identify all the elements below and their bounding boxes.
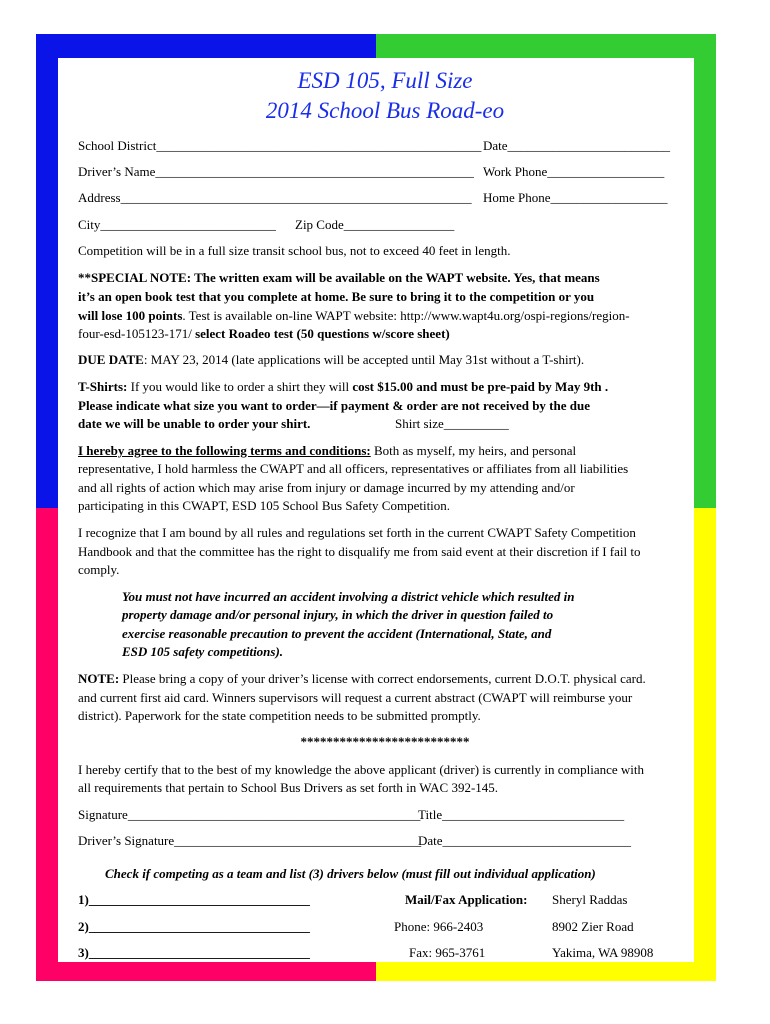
agreement-line-3: and all rights of action which may arise from injury or damage incurred by my attending and/or — [78, 480, 575, 495]
date-field[interactable]: Date_________________________ — [483, 138, 671, 153]
due-date-label: DUE DATE — [78, 352, 144, 367]
team-driver-3-field[interactable]: 3)__________________________________ — [78, 945, 310, 960]
shirt-size-field[interactable]: Shirt size__________ — [395, 416, 509, 431]
lose-points-text: will lose 100 points — [78, 308, 183, 323]
school-district-field[interactable]: School District__________________________________________________ — [78, 138, 482, 153]
tshirts-cost: cost $15.00 and must be pre-paid by May 9th . — [352, 379, 609, 394]
accident-line-3: exercise reasonable precaution to prevent the accident (International, State, and — [122, 626, 552, 641]
contact-phone: Phone: 966-2403 — [394, 919, 484, 934]
tshirts-line-1 — [78, 378, 608, 397]
team-driver-1-field[interactable]: 1)__________________________________ — [78, 892, 310, 907]
wapt-url-text: . Test is available on-line WAPT website: http://www.wapt4u.org/ospi-regions/region- — [182, 308, 630, 323]
contact-fax: Fax: 965-3761 — [409, 945, 486, 960]
special-note-line-3 — [78, 307, 630, 326]
signature-field[interactable]: Signature_____________________________________________ — [78, 807, 421, 822]
certify-line-2: all requirements that pertain to School Bus Drivers as set forth in WAC 392-145. — [78, 780, 499, 795]
home-phone-field[interactable]: Home Phone__________________ — [483, 190, 668, 205]
due-date-text: : MAY 23, 2014 (late applications will be accepted until May 31st without a T-shirt). — [143, 352, 585, 367]
title-field[interactable]: Title____________________________ — [418, 807, 625, 822]
contact-name: Sheryl Raddas — [552, 892, 628, 907]
accident-line-4: ESD 105 safety competitions). — [122, 644, 284, 659]
accident-line-2: property damage and/or personal injury, in which the driver in question failed to — [122, 607, 554, 622]
certify-line-1: I hereby certify that to the best of my knowledge the above applicant (driver) is currently in compliance with — [78, 762, 645, 777]
roadeo-test-text: select Roadeo test (50 questions w/score sheet) — [195, 326, 450, 341]
work-phone-field[interactable]: Work Phone__________________ — [483, 164, 665, 179]
address-field[interactable]: Address______________________________________________________ — [78, 190, 472, 205]
mail-fax-label: Mail/Fax Application: — [405, 892, 528, 907]
agreement-text: Both as myself, my heirs, and personal — [370, 443, 577, 458]
contact-city: Yakima, WA 98908 — [552, 945, 654, 960]
competition-text: Competition will be in a full size transit school bus, not to exceed 40 feet in length. — [78, 243, 511, 258]
date-field-2[interactable]: Date_____________________________ — [418, 833, 632, 848]
note-line-1 — [78, 670, 646, 689]
wapt-url-end: four-esd-105123-171/ — [78, 326, 196, 341]
drivers-signature-field[interactable]: Driver’s Signature______________________________________ — [78, 833, 422, 848]
note-text: Please bring a copy of your driver’s license with correct endorsements, current D.O.T. physical card. — [119, 671, 646, 686]
title-line-2: 2014 School Bus Road-eo — [265, 98, 505, 123]
special-note-line-2: it’s an open book test that you complete at home. Be sure to bring it to the competition or you — [78, 289, 595, 304]
tshirts-line-3: date we will be unable to order your shirt. — [78, 416, 311, 431]
stars-divider: ************************** — [300, 734, 470, 749]
agreement-heading: I hereby agree to the following terms and conditions: — [78, 443, 371, 458]
recognize-line-3: comply. — [78, 562, 120, 577]
zip-code-field[interactable]: Zip Code_________________ — [295, 217, 455, 232]
tshirts-label: T-Shirts: — [78, 379, 128, 394]
title-line-1: ESD 105, Full Size — [297, 68, 473, 93]
note-label: NOTE: — [78, 671, 120, 686]
drivers-name-field[interactable]: Driver’s Name_________________________________________________ — [78, 164, 474, 179]
contact-street: 8902 Zier Road — [552, 919, 634, 934]
team-driver-2-field[interactable]: 2)__________________________________ — [78, 919, 310, 934]
recognize-line-1: I recognize that I am bound by all rules and regulations set forth in the current CWAPT Safety Competition — [78, 525, 636, 540]
tshirts-line-2: Please indicate what size you want to order—if payment & order are not received by the due — [78, 398, 590, 413]
recognize-line-2: Handbook and that the committee has the right to disqualify me from said event at their discretion if I fail to — [78, 544, 641, 559]
note-line-3: district). Paperwork for the state competition needs to be submitted promptly. — [78, 708, 481, 723]
agreement-line-2: representative, I hold harmless the CWAPT and all officers, representatives or affiliates from all liabilities — [78, 461, 629, 476]
agreement-line-4: participating in this CWAPT, ESD 105 School Bus Safety Competition. — [78, 498, 451, 513]
note-line-2: and current first aid card. Winners supervisors will request a current abstract (CWAPT will reimburse your — [78, 690, 633, 705]
due-date — [78, 351, 584, 370]
city-field[interactable]: City___________________________ — [78, 217, 276, 232]
agreement-line-1 — [78, 442, 576, 461]
special-note-line-4 — [78, 325, 450, 344]
tshirts-text: If you would like to order a shirt they will — [127, 379, 353, 394]
accident-line-1: You must not have incurred an accident involving a district vehicle which resulted in — [122, 589, 575, 604]
special-note-line-1: **SPECIAL NOTE: The written exam will be available on the WAPT website. Yes, that means — [78, 270, 600, 285]
team-instruction: Check if competing as a team and list (3) drivers below (must fill out individual application) — [105, 866, 596, 881]
